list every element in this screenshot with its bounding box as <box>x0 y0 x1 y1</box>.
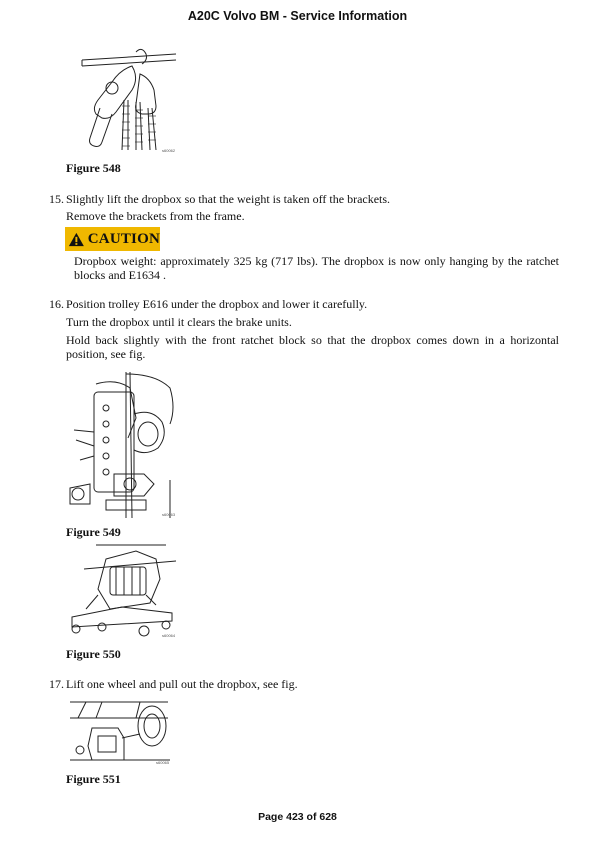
step-17-line-1: Lift one wheel and pull out the dropbox, see fig. <box>66 677 298 691</box>
warning-triangle-icon <box>68 231 85 248</box>
figure-548-caption: Figure 548 <box>66 161 121 175</box>
step-15-number: 15. <box>49 192 64 206</box>
figure-548-illustration <box>66 44 178 156</box>
page-header-title: A20C Volvo BM - Service Information <box>187 9 408 23</box>
figure-550-caption: Figure 550 <box>66 647 121 661</box>
figure-551-code: s60065 <box>156 760 170 765</box>
figure-549-code: s60063 <box>162 512 176 517</box>
caution-text: Dropbox weight: approximately 325 kg (717 lbs). The dropbox is now only hanging by the ratchet blocks and E1634 . <box>74 254 559 282</box>
step-16-line-3: Hold back slightly with the front ratchet block so that the dropbox comes down in a horizontal position, see fig. <box>66 333 559 361</box>
caution-label: CAUTION <box>87 230 160 247</box>
figure-550-illustration <box>66 543 178 641</box>
step-16-line-2: Turn the dropbox until it clears the brake units. <box>66 315 292 329</box>
figure-548-code: s60062 <box>162 148 176 153</box>
caution-banner <box>65 227 160 251</box>
step-16-number: 16. <box>49 297 64 311</box>
step-16-line-1: Position trolley E616 under the dropbox and lower it carefully. <box>66 297 368 311</box>
figure-551-caption: Figure 551 <box>66 772 121 786</box>
page-footer-number: Page 423 of 628 <box>258 811 337 823</box>
figure-549-caption: Figure 549 <box>66 525 121 539</box>
figure-549-illustration <box>66 370 176 520</box>
step-17-number: 17. <box>49 677 64 691</box>
figure-551-illustration <box>66 698 172 768</box>
figure-550-code: s60064 <box>162 633 176 638</box>
step-15-line-1: Slightly lift the dropbox so that the weight is taken off the brackets. <box>66 192 391 206</box>
step-15-line-2: Remove the brackets from the frame. <box>66 209 245 223</box>
